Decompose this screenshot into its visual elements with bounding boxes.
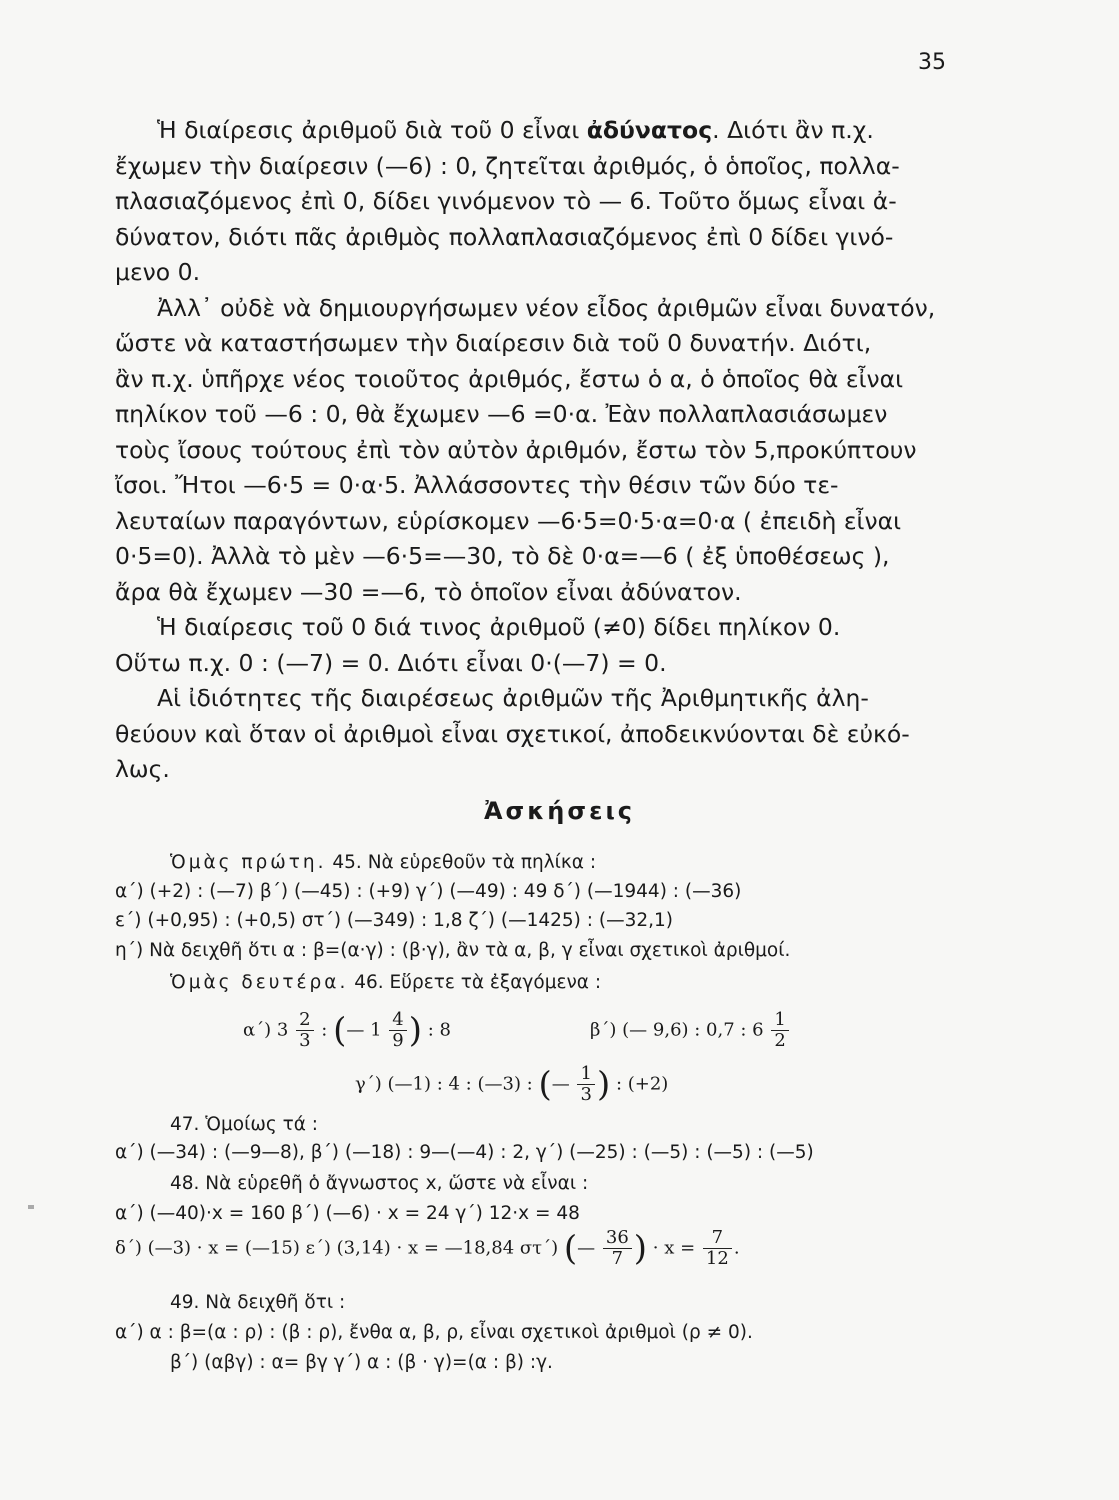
exercise-45-row: α΄) (+2) : (—7) β΄) (—45) : (+9) γ΄) (—49) : 49 δ΄) (—1944) : (—36) <box>115 881 742 902</box>
exercise-49-row: β΄) (αβγ) : α= βγ γ΄) α : (β · γ)=(α : β) :γ. <box>170 1352 553 1373</box>
exercise-49-title: 49. Νὰ δειχθῆ ὅτι : <box>170 1292 346 1313</box>
bold-word: ἀδύνατος <box>586 116 713 144</box>
paragraph-3-line: Οὕτω π.χ. 0 : (—7) = 0. Διότι εἶναι 0·(—7) = 0. <box>115 648 667 677</box>
exercise-45-row: ε΄) (+0,95) : (+0,5) στ΄) (—349) : 1,8 ζ΄) (—1425) : (—32,1) <box>115 910 674 931</box>
exercise-48-title: 48. Νὰ εὑρεθῆ ὁ ἄγνωστος x, ὥστε νὰ εἶναι : <box>170 1173 589 1194</box>
exercise-46-title: Ὁμὰς δευτέρα. 46. Εὕρετε τὰ ἐξαγόμενα : <box>170 972 602 993</box>
exercises-heading: Ἀσκήσεις <box>483 797 636 825</box>
margin-mark <box>28 1205 34 1209</box>
exercise-48-row: δ΄) (—3) · x = (—15) ε΄) (3,14) · x = —18,84 στ΄) (— $\frac{36}{7}$ ) · x = $\frac{7}{12}$ . <box>115 1227 740 1269</box>
exercise-45-title: Ὁμὰς πρώτη. 45. Νὰ εὑρεθοῦν τὰ πηλίκα : <box>170 852 597 873</box>
paragraph-2-line: ἴσοι. Ἤτοι —6·5 = 0·α·5. Ἀλλάσσοντες τὴν θέσιν τῶν δύο τε- <box>115 471 839 499</box>
fraction: $\frac{36}{7}$ <box>603 1228 632 1269</box>
fraction: $\frac{7}{12}$ <box>703 1228 732 1269</box>
exercise-46-a: α΄) 3 $\frac{2}{3}$ : (— 1 $\frac{4}{9}$ ) : 8 <box>243 1009 451 1051</box>
paragraph-4-line: Αἱ ἰδιότητες τῆς διαιρέσεως ἀριθμῶν τῆς Ἀριθμητικῆς ἀλη- <box>157 684 869 712</box>
fraction: $\frac{4}{9}$ <box>389 1010 406 1051</box>
paragraph-2-line: ὥστε νὰ καταστήσωμεν τὴν διαίρεσιν διὰ τοῦ 0 δυνατήν. Διότι, <box>115 329 872 357</box>
paragraph-2-line: πηλίκον τοῦ —6 : 0, θὰ ἔχωμεν —6 =0·α. Ἐὰν πολλαπλασιάσωμεν <box>115 400 888 428</box>
paragraph-2-line: ἂν π.χ. ὑπῆρχε νέος τοιοῦτος ἀριθμός, ἔστω ὁ α, ὁ ὁποῖος θὰ εἶναι <box>115 364 904 393</box>
paragraph-3-line: Ἡ διαίρεσις τοῦ 0 διά τινος ἀριθμοῦ (≠0) δίδει πηλίκον 0. <box>157 613 841 641</box>
exercise-47-row: α΄) (—34) : (—9—8), β΄) (—18) : 9—(—4) : 2, γ΄) (—25) : (—5) : (—5) : (—5) <box>115 1142 814 1163</box>
paragraph-1-line: δύνατον, διότι πᾶς ἀριθμὸς πολλαπλασιαζόμενος ἐπὶ 0 δίδει γινό- <box>115 222 894 251</box>
paragraph-1-line: πλασιαζόμενος ἐπὶ 0, δίδει γινόμενον τὸ — 6. Τοῦτο ὅμως εἶναι ἀ- <box>115 187 897 215</box>
exercise-46-c: γ΄) (—1) : 4 : (—3) : (— $\frac{1}{3}$ ) : (+2) <box>355 1063 669 1105</box>
fraction: $\frac{2}{3}$ <box>296 1010 313 1051</box>
paragraph-1-line-1: Ἡ διαίρεσις ἀριθμοῦ διὰ τοῦ 0 εἶναι ἀδύνατος. Διότι ἂν π.χ. <box>157 116 874 144</box>
paragraph-2-line: λευταίων παραγόντων, εὑρίσκομεν —6·5=0·5·α=0·α ( ἐπειδὴ εἶναι <box>115 506 902 535</box>
page-number: 35 <box>918 50 946 75</box>
paragraph-2-line: τοὺς ἴσους τούτους ἐπὶ τὸν αὐτὸν ἀριθμόν, ἔστω τὸν 5,προκύπτουν <box>115 435 917 464</box>
paragraph-2-line: ἄρα θὰ ἔχωμεν —30 =—6, τὸ ὁποῖον εἶναι ἀδύνατον. <box>115 577 742 606</box>
fraction: $\frac{1}{2}$ <box>771 1010 788 1051</box>
exercise-48-row: α΄) (—40)·x = 160 β΄) (—6) · x = 24 γ΄) 12·x = 48 <box>115 1203 580 1224</box>
exercise-47-title: 47. Ὁμοίως τά : <box>170 1114 319 1135</box>
paragraph-1-line: ἔχωμεν τὴν διαίρεσιν (—6) : 0, ζητεῖται ἀριθμός, ὁ ὁποῖος, πολλα- <box>115 151 900 180</box>
paragraph-4-line: θεύουν καὶ ὅταν οἱ ἀριθμοὶ εἶναι σχετικοί, ἀποδεικνύονται δὲ εὐκό- <box>115 719 910 748</box>
exercise-46-b: β΄) (— 9,6) : 0,7 : 6 $\frac{1}{2}$ <box>590 1010 791 1051</box>
paragraph-4-line: λως. <box>115 755 170 783</box>
exercise-49-row: α΄) α : β=(α : ρ) : (β : ρ), ἔνθα α, β, ρ, εἶναι σχετικοὶ ἀριθμοὶ (ρ ≠ 0). <box>115 1322 753 1343</box>
paragraph-2-line: Ἀλλ᾽ οὐδὲ νὰ δημιουργήσωμεν νέον εἶδος ἀριθμῶν εἶναι δυνατόν, <box>157 293 936 322</box>
fraction: $\frac{1}{3}$ <box>577 1064 594 1105</box>
paragraph-2-line: 0·5=0). Ἀλλὰ τὸ μὲν —6·5=—30, τὸ δὲ 0·α=—6 ( ἐξ ὑποθέσεως ), <box>115 542 890 570</box>
main-text <box>115 113 960 788</box>
exercise-45-row: η΄) Νὰ δειχθῆ ὅτι α : β=(α·γ) : (β·γ), ἂν τὰ α, β, γ εἶναι σχετικοὶ ἀριθμοί. <box>115 940 791 961</box>
paragraph-1-line: μενο 0. <box>115 258 201 286</box>
